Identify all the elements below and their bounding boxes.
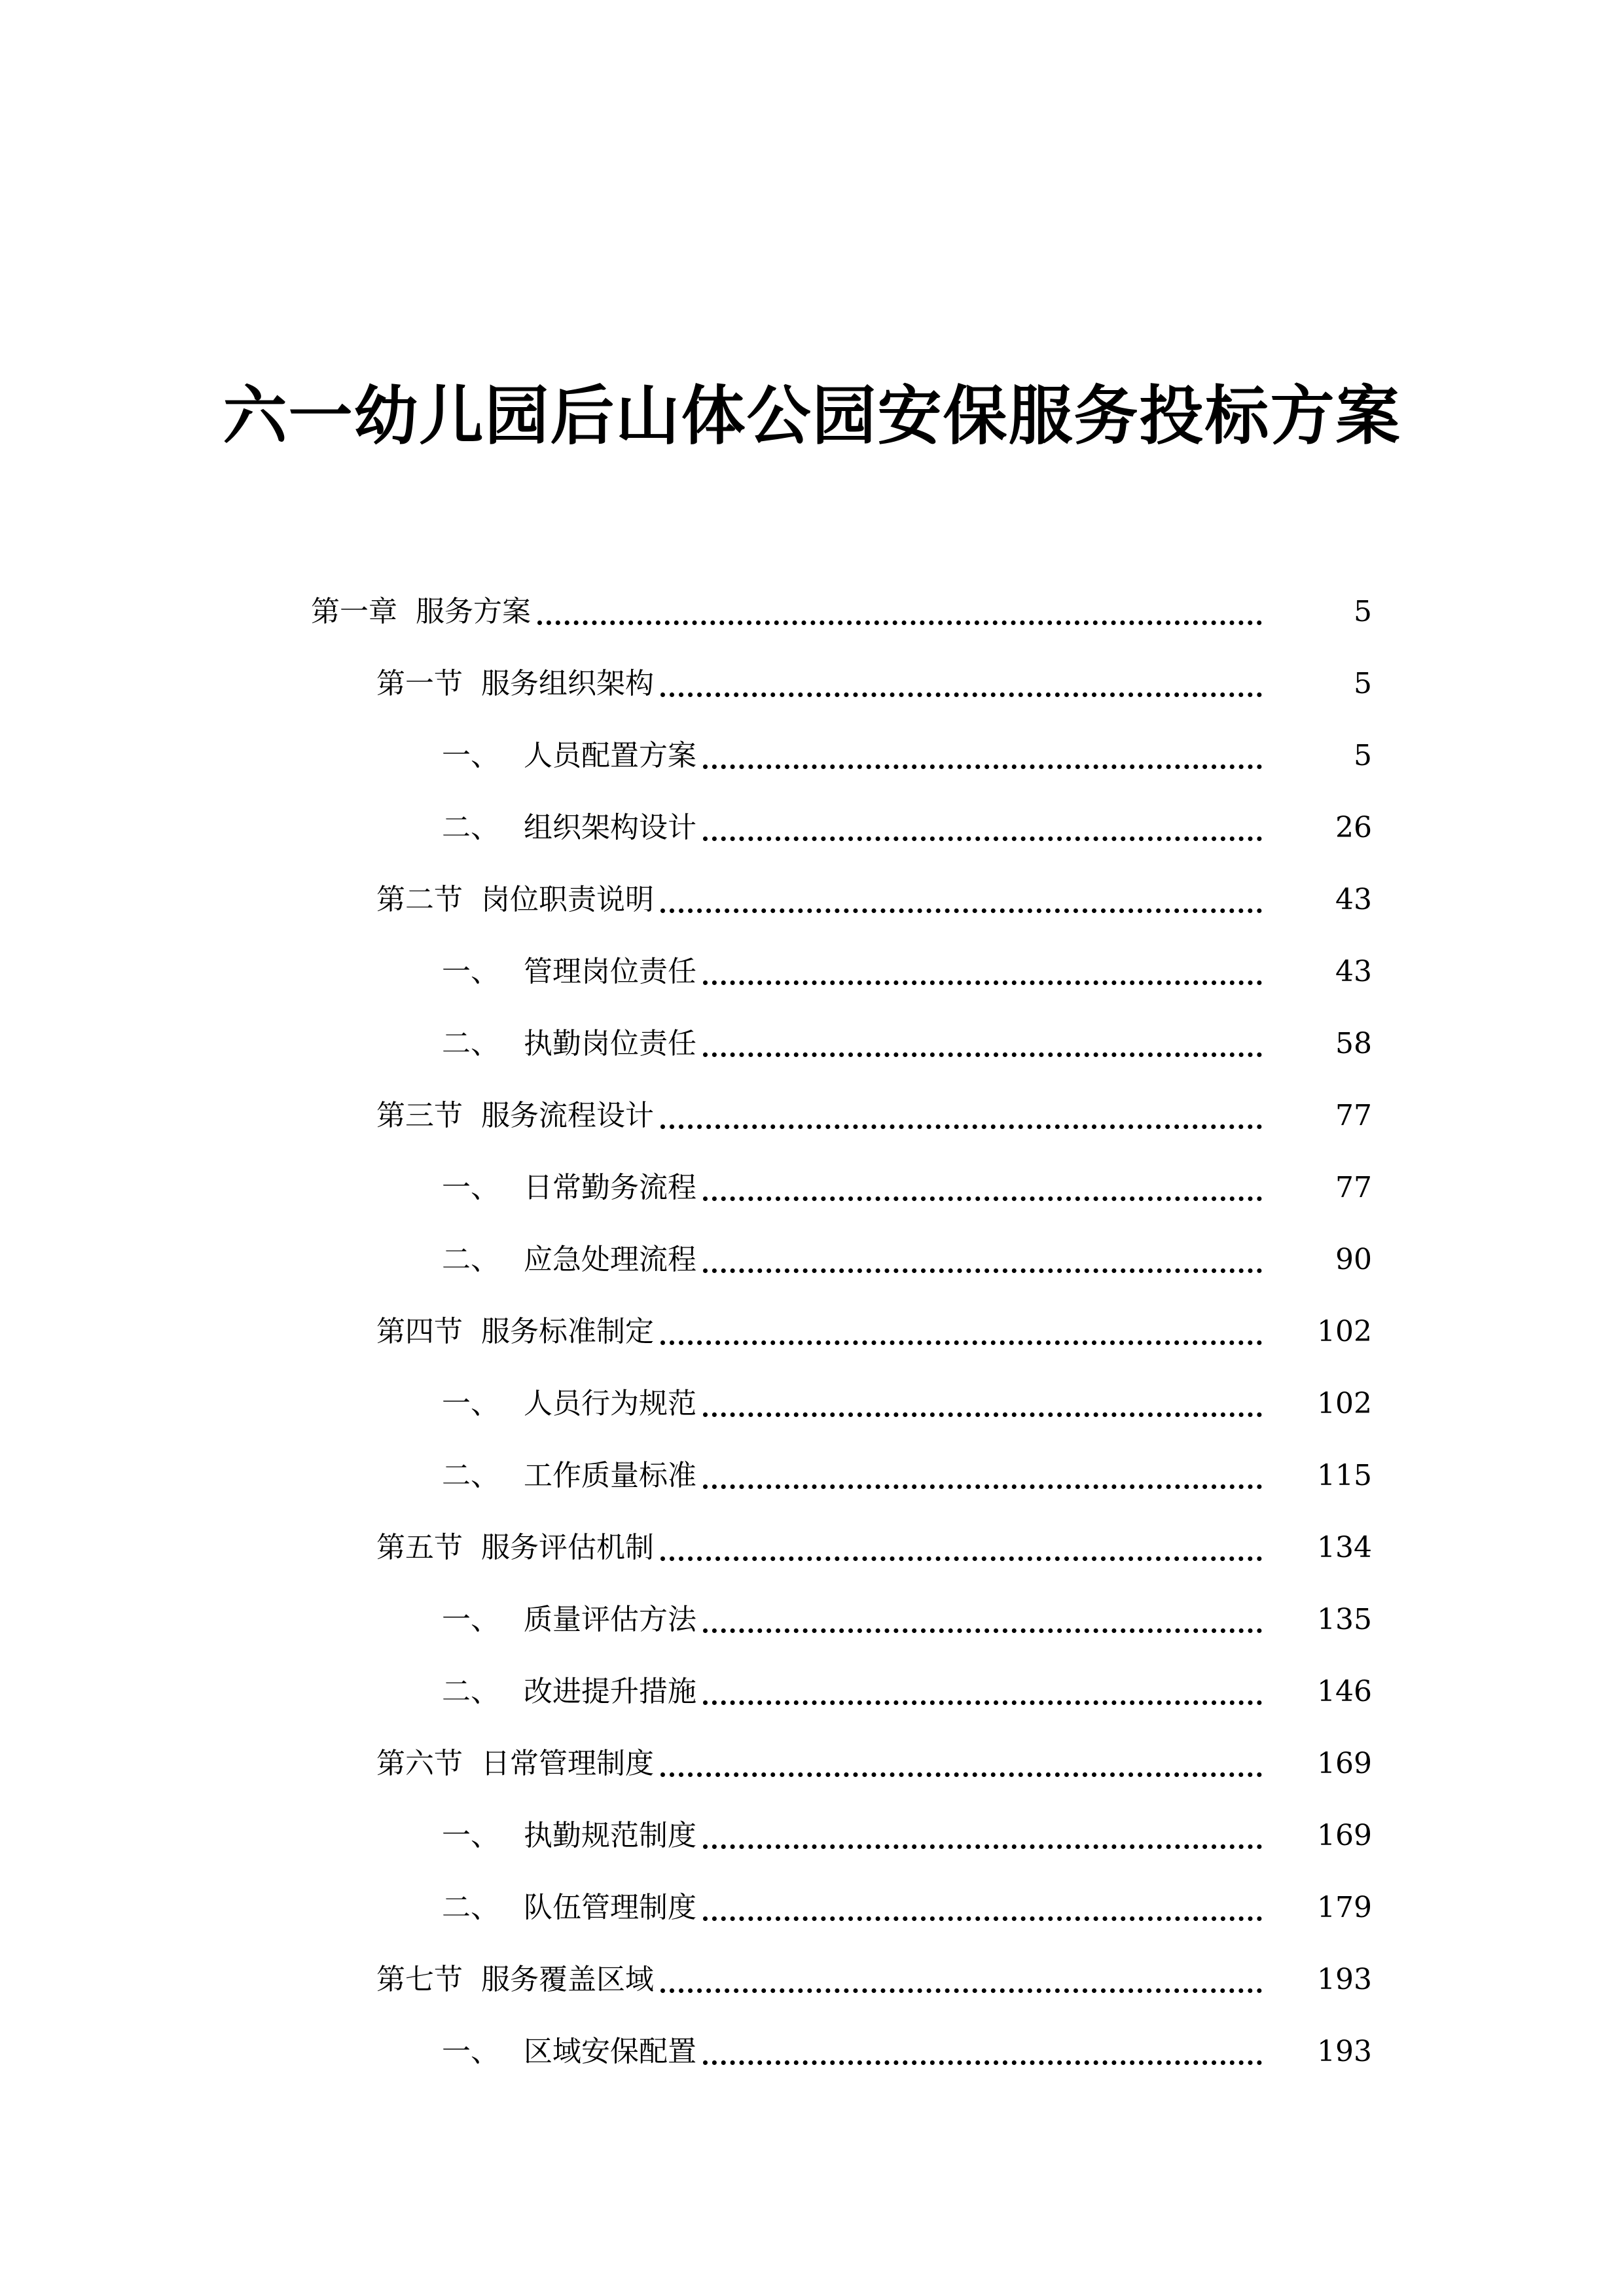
toc-dot-leader — [660, 1312, 1262, 1345]
toc-dot-leader — [703, 1240, 1262, 1273]
toc-dot-leader — [703, 1672, 1262, 1705]
toc-entry-number: 二、 — [442, 811, 499, 844]
toc-entry[interactable] — [0, 1656, 1624, 1728]
toc-entry[interactable] — [0, 1728, 1624, 1800]
toc-entry[interactable] — [0, 792, 1624, 864]
toc-dot-leader — [703, 808, 1262, 841]
toc-page-number: 5 — [1354, 595, 1372, 628]
toc-entry-number: 二、 — [442, 1027, 499, 1060]
toc-dot-leader — [660, 1960, 1262, 1993]
toc-page-number: 102 — [1317, 1315, 1372, 1348]
toc-entry-number: 二、 — [442, 1243, 499, 1276]
toc-entry-label: 服务流程设计 — [481, 1099, 654, 1132]
toc-entry[interactable] — [0, 1008, 1624, 1080]
toc-entry-label: 质量评估方法 — [524, 1603, 696, 1636]
toc-dot-leader — [703, 736, 1262, 769]
toc-entry-label: 工作质量标准 — [524, 1459, 696, 1492]
toc-entry-label: 应急处理流程 — [524, 1243, 696, 1276]
toc-page-number: 115 — [1317, 1459, 1372, 1492]
toc-page-number: 179 — [1317, 1891, 1372, 1924]
toc-dot-leader — [703, 2032, 1262, 2065]
toc-entry-label: 服务覆盖区域 — [481, 1963, 654, 1996]
toc-entry[interactable] — [0, 864, 1624, 936]
toc-entry[interactable] — [0, 1800, 1624, 1872]
toc-dot-leader — [703, 1384, 1262, 1417]
toc-dot-leader — [537, 592, 1262, 625]
toc-entry-label: 人员行为规范 — [524, 1387, 696, 1420]
toc-entry-label: 日常勤务流程 — [524, 1171, 696, 1204]
toc-entry-number: 第一节 — [376, 667, 463, 700]
toc-dot-leader — [660, 664, 1262, 697]
toc-entry[interactable] — [0, 1296, 1624, 1368]
toc-entry-label: 区域安保配置 — [524, 2035, 696, 2068]
toc-dot-leader — [660, 880, 1262, 913]
toc-entry-label: 人员配置方案 — [524, 739, 696, 772]
toc-entry-number: 二、 — [442, 1675, 499, 1708]
toc-entry-label: 执勤岗位责任 — [524, 1027, 696, 1060]
toc-page-number: 169 — [1317, 1819, 1372, 1852]
toc-page-number: 135 — [1317, 1603, 1372, 1636]
toc-page-number: 90 — [1335, 1243, 1372, 1276]
toc-entry-number: 第三节 — [376, 1099, 463, 1132]
toc-page-number: 77 — [1335, 1099, 1372, 1132]
toc-entry-label: 岗位职责说明 — [481, 883, 654, 916]
toc-entry[interactable] — [0, 720, 1624, 792]
toc-entry-label: 管理岗位责任 — [524, 955, 696, 988]
toc-entry-label: 服务评估机制 — [481, 1531, 654, 1564]
toc-dot-leader — [703, 1888, 1262, 1921]
toc-entry-label: 执勤规范制度 — [524, 1819, 696, 1852]
toc-entry-number: 二、 — [442, 1459, 499, 1492]
toc-entry-number: 一、 — [442, 739, 499, 772]
document-title: 六一幼儿园后山体公园安保服务投标方案 — [223, 378, 1401, 454]
toc-entry-number: 第六节 — [376, 1747, 463, 1780]
toc-dot-leader — [660, 1744, 1262, 1777]
toc-dot-leader — [660, 1528, 1262, 1561]
toc-entry-label: 改进提升措施 — [524, 1675, 696, 1708]
toc-page-number: 77 — [1335, 1171, 1372, 1204]
toc-entry-label: 日常管理制度 — [481, 1747, 654, 1780]
toc-page-number: 43 — [1335, 955, 1372, 988]
toc-page-number: 169 — [1317, 1747, 1372, 1780]
toc-entry-label: 服务组织架构 — [481, 667, 654, 700]
toc-entry[interactable] — [0, 1584, 1624, 1656]
toc-page-number: 5 — [1354, 667, 1372, 700]
toc-entry[interactable] — [0, 1440, 1624, 1512]
toc-entry-number: 一、 — [442, 1819, 499, 1852]
toc-entry-number: 一、 — [442, 2035, 499, 2068]
toc-entry-number: 第四节 — [376, 1315, 463, 1348]
toc-dot-leader — [703, 1456, 1262, 1489]
toc-page-number: 43 — [1335, 883, 1372, 916]
toc-entry-label: 队伍管理制度 — [524, 1891, 696, 1924]
toc-page-number: 26 — [1335, 811, 1372, 844]
toc-entry-number: 第七节 — [376, 1963, 463, 1996]
toc-entry-label: 服务标准制定 — [481, 1315, 654, 1348]
toc-dot-leader — [703, 1816, 1262, 1849]
toc-entry[interactable] — [0, 2016, 1624, 2088]
toc-dot-leader — [703, 952, 1262, 985]
toc-entry[interactable] — [0, 936, 1624, 1008]
toc-page-number: 134 — [1317, 1531, 1372, 1564]
toc-page-number: 146 — [1317, 1675, 1372, 1708]
toc-entry[interactable] — [0, 1152, 1624, 1224]
toc-dot-leader — [703, 1168, 1262, 1201]
toc-entry-number: 一、 — [442, 955, 499, 988]
toc-page-number: 193 — [1317, 2035, 1372, 2068]
toc-entry-number: 一、 — [442, 1387, 499, 1420]
toc-entry-number: 第一章 — [311, 595, 397, 628]
toc-dot-leader — [660, 1096, 1262, 1129]
toc-dot-leader — [703, 1600, 1262, 1633]
table-of-contents — [0, 576, 1624, 2088]
toc-entry-number: 第五节 — [376, 1531, 463, 1564]
toc-entry-number: 一、 — [442, 1603, 499, 1636]
toc-entry[interactable] — [0, 648, 1624, 720]
toc-entry-label: 组织架构设计 — [524, 811, 696, 844]
toc-entry-number: 二、 — [442, 1891, 499, 1924]
toc-page-number: 58 — [1335, 1027, 1372, 1060]
toc-dot-leader — [703, 1024, 1262, 1057]
toc-entry[interactable] — [0, 576, 1624, 648]
toc-entry[interactable] — [0, 1224, 1624, 1296]
toc-page-number: 102 — [1317, 1387, 1372, 1420]
toc-entry-label: 服务方案 — [416, 595, 531, 628]
toc-page-number: 193 — [1317, 1963, 1372, 1996]
toc-page-number: 5 — [1354, 739, 1372, 772]
toc-entry[interactable] — [0, 1080, 1624, 1152]
toc-entry[interactable] — [0, 1368, 1624, 1440]
toc-entry-number: 第二节 — [376, 883, 463, 916]
toc-entry[interactable] — [0, 1872, 1624, 1944]
toc-entry[interactable] — [0, 1944, 1624, 2016]
toc-entry-number: 一、 — [442, 1171, 499, 1204]
toc-entry[interactable] — [0, 1512, 1624, 1584]
